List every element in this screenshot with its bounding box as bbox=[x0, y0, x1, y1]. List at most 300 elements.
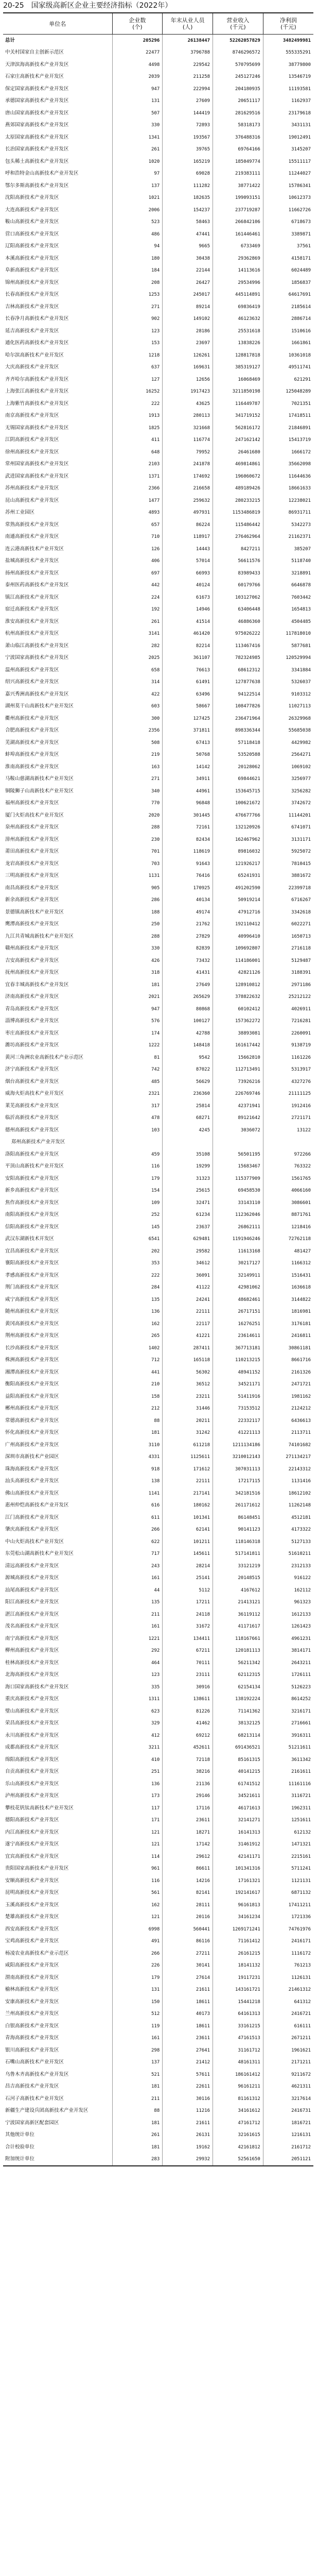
cell-value: 57014 bbox=[163, 555, 213, 568]
cell-value: 165219 bbox=[163, 156, 213, 168]
row-label: 鄂尔多斯高新技术产业开发区 bbox=[5, 182, 69, 189]
cell-value: 27649 bbox=[163, 979, 213, 991]
cell-value: 1269171241 bbox=[213, 1923, 263, 1936]
table-row bbox=[3, 1269, 313, 1282]
cell-value: 259632 bbox=[163, 495, 213, 507]
row-label: 抚州高新技术产业开发区 bbox=[5, 970, 59, 976]
row-label: 北海高新技术产业开发区 bbox=[5, 1672, 59, 1678]
row-label: 南昌高新技术产业开发区 bbox=[5, 885, 59, 891]
cell-value: 154 bbox=[112, 1185, 163, 1197]
cell-value: 87022 bbox=[163, 1064, 213, 1076]
cell-value: 2260091 bbox=[263, 1027, 313, 1040]
row-label: 马鞍山慈湖高新技术产业开发区 bbox=[5, 776, 74, 782]
cell-value: 1816721 bbox=[263, 2117, 313, 2129]
row-label: 铜陵狮子山高新技术产业开发区 bbox=[5, 788, 74, 794]
cell-value: 25212122 bbox=[263, 991, 313, 1004]
cell-value: 34521171 bbox=[213, 1379, 263, 1391]
table-row bbox=[3, 144, 313, 156]
row-label: 永川高新技术产业开发区 bbox=[5, 1732, 59, 1738]
cell-value: 317 bbox=[112, 1100, 163, 1112]
row-label: 惠州仲恺高新技术产业开发区 bbox=[5, 1502, 69, 1509]
cell-value: 50919214 bbox=[213, 894, 263, 907]
table-row bbox=[3, 1790, 313, 1803]
cell-value: 153 bbox=[112, 337, 163, 350]
row-label: 中山火炬高技术产业开发区 bbox=[5, 1538, 64, 1545]
cell-value: 611 bbox=[112, 1512, 163, 1524]
table-row bbox=[3, 1766, 313, 1778]
row-label: 自贡高新技术产业开发区 bbox=[5, 1769, 59, 1775]
row-label: 绵阳高新技术产业开发区 bbox=[5, 1756, 59, 1762]
cell-value: 648 bbox=[112, 446, 163, 459]
cell-value: 162112 bbox=[263, 1584, 313, 1597]
table-row bbox=[3, 1560, 313, 1572]
table-row bbox=[3, 967, 313, 979]
cell-value: 72893 bbox=[163, 120, 213, 132]
cell-value: 48941152 bbox=[213, 1366, 263, 1379]
cell-value: 361107 bbox=[163, 652, 213, 665]
table-row bbox=[3, 1608, 313, 1621]
cell-value: 1020 bbox=[112, 156, 163, 168]
cell-value: 67211 bbox=[163, 1645, 213, 1657]
table-row bbox=[3, 713, 313, 725]
row-label: 深圳市高新技术产业园区 bbox=[5, 1454, 59, 1460]
table-row bbox=[3, 1427, 313, 1439]
cell-value: 10612373 bbox=[263, 192, 313, 205]
cell-value: 157362272 bbox=[213, 1015, 263, 1028]
table-row bbox=[3, 1657, 313, 1669]
cell-value: 318 bbox=[112, 967, 163, 979]
row-label: 随州高新技术产业开发区 bbox=[5, 1309, 59, 1315]
table-row bbox=[3, 459, 313, 471]
cell-value: 26427 bbox=[163, 277, 213, 289]
cell-value: 12238021 bbox=[263, 495, 313, 507]
cell-value: 442 bbox=[112, 580, 163, 592]
cell-value: 40141215 bbox=[213, 1766, 263, 1778]
cell-value: 300 bbox=[112, 713, 163, 725]
table-row bbox=[3, 1100, 313, 1112]
table-row bbox=[3, 398, 313, 410]
row-label: 锦州高新技术产业开发区 bbox=[5, 279, 59, 285]
cell-value: 9103312 bbox=[263, 688, 313, 701]
row-label: 徐州高新技术产业开发区 bbox=[5, 449, 59, 455]
cell-value: 100621672 bbox=[213, 798, 263, 810]
cell-value: 58318173 bbox=[213, 120, 263, 132]
cell-value: 2416811 bbox=[263, 1330, 313, 1343]
cell-value: 2356 bbox=[112, 725, 163, 737]
cell-value: 17142 bbox=[163, 1839, 213, 1851]
cell-value: 782324985 bbox=[213, 652, 263, 665]
cell-value: 101341 bbox=[163, 1512, 213, 1524]
table-row bbox=[3, 204, 313, 216]
cell-value: 48682461 bbox=[213, 1294, 263, 1306]
cell-value: 16068469 bbox=[213, 374, 263, 386]
cell-value: 280113 bbox=[163, 410, 213, 422]
cell-value: 163 bbox=[112, 761, 163, 773]
cell-value: 69212 bbox=[163, 1730, 213, 1742]
cell-value: 181 bbox=[112, 2081, 163, 2093]
row-label: 总计 bbox=[5, 37, 15, 43]
cell-value: 169631 bbox=[163, 362, 213, 374]
cell-value: 174 bbox=[112, 1027, 163, 1040]
table-row bbox=[3, 737, 313, 749]
row-label: 南阳高新技术产业开发区 bbox=[5, 1212, 59, 1218]
cell-value: 17116 bbox=[163, 1802, 213, 1815]
table-row bbox=[3, 228, 313, 241]
table-row bbox=[3, 1633, 313, 1645]
cell-value: 1121131 bbox=[263, 1875, 313, 1887]
cell-value: 469814861 bbox=[213, 459, 263, 471]
cell-value: 70111 bbox=[163, 1657, 213, 1669]
cell-value: 1371 bbox=[112, 470, 163, 483]
cell-value: 89214 bbox=[163, 301, 213, 313]
row-label: 长沙高新技术产业开发区 bbox=[5, 1345, 59, 1351]
table-row bbox=[3, 252, 313, 265]
table-row bbox=[3, 1148, 313, 1161]
cell-value: 1981162 bbox=[263, 1391, 313, 1403]
row-label: 宜宾高新技术产业开发区 bbox=[5, 1853, 59, 1859]
table-row bbox=[3, 313, 313, 326]
row-label: 长治国家高新技术产业开发区 bbox=[5, 146, 69, 152]
cell-value: 82141 bbox=[163, 1887, 213, 1900]
cell-value: 49174 bbox=[163, 906, 213, 919]
table-row bbox=[3, 943, 313, 955]
cell-value: 898336344 bbox=[213, 725, 263, 737]
cell-value: 1069102 bbox=[263, 761, 313, 773]
cell-value: 182635 bbox=[163, 192, 213, 205]
table-row bbox=[3, 1221, 313, 1233]
cell-value: 342181516 bbox=[213, 1487, 263, 1500]
row-label: 通化医药高新技术产业开发区 bbox=[5, 340, 69, 346]
row-label: 无锡国家高新技术产业开发区 bbox=[5, 425, 69, 431]
row-label: 郴州高新技术产业开发区 bbox=[5, 1405, 59, 1412]
cell-value: 101341316 bbox=[213, 1863, 263, 1875]
cell-value: 288 bbox=[112, 930, 163, 943]
cell-value: 27211 bbox=[163, 1947, 213, 1960]
row-label: 昆山高新技术产业开发区 bbox=[5, 497, 59, 503]
cell-value: 621291 bbox=[263, 374, 313, 386]
cell-value: 4167612 bbox=[213, 1584, 263, 1597]
cell-value: 1612133 bbox=[263, 1608, 313, 1621]
cell-value: 18141132 bbox=[213, 1960, 263, 1972]
cell-value: 280233215 bbox=[213, 495, 263, 507]
cell-value: 2124212 bbox=[263, 1403, 313, 1415]
cell-value: 63496 bbox=[163, 688, 213, 701]
cell-value: 41122 bbox=[163, 1282, 213, 1294]
cell-value: 76416 bbox=[163, 870, 213, 883]
cell-value: 135 bbox=[112, 1597, 163, 1609]
cell-value: 2416171 bbox=[263, 1936, 313, 1948]
table-header bbox=[3, 13, 313, 35]
cell-value: 171 bbox=[112, 1815, 163, 1827]
table-row bbox=[3, 289, 313, 301]
cell-value: 132120926 bbox=[213, 822, 263, 834]
cell-value: 961 bbox=[112, 1863, 163, 1875]
table-row bbox=[3, 628, 313, 640]
cell-value: 697 bbox=[112, 567, 163, 580]
cell-value: 14113616 bbox=[213, 265, 263, 277]
row-label: 宿迁高新技术产业开发区 bbox=[5, 606, 59, 613]
table-row bbox=[3, 325, 313, 337]
row-label: 襄阳高新技术产业开发区 bbox=[5, 1260, 59, 1266]
cell-value: 1161226 bbox=[263, 1052, 313, 1064]
row-label: 郑州高新技术产业开发区 bbox=[11, 1139, 65, 1145]
cell-value: 251 bbox=[112, 1766, 163, 1778]
table-row bbox=[3, 1245, 313, 1258]
cell-value: 121 bbox=[112, 1826, 163, 1839]
cell-value: 478 bbox=[112, 1112, 163, 1125]
statistics-table-container bbox=[3, 12, 313, 2166]
table-row bbox=[3, 1705, 313, 1718]
cell-value: 126 bbox=[112, 543, 163, 555]
row-label: 源城高新技术产业开发区 bbox=[5, 1575, 59, 1581]
row-label: 璧山高新技术产业开发区 bbox=[5, 1708, 59, 1714]
row-label: 新余高新技术产业开发区 bbox=[5, 897, 59, 903]
cell-value: 42141171 bbox=[213, 1851, 263, 1863]
cell-value: 68213114 bbox=[213, 1730, 263, 1742]
row-label: 呼和浩特金山高新技术产业开发区 bbox=[5, 171, 79, 177]
cell-value: 138192224 bbox=[213, 1693, 263, 1706]
cell-value: 23697 bbox=[163, 337, 213, 350]
cell-value: 41221 bbox=[163, 1330, 213, 1343]
cell-value: 47441 bbox=[163, 228, 213, 241]
row-label: 兰州高新技术产业开发区 bbox=[5, 2011, 59, 2017]
row-label: 萧山临江高新技术产业开发区 bbox=[5, 642, 69, 649]
cell-value: 947 bbox=[112, 1003, 163, 1015]
row-label: 玉溪高新技术产业开发区 bbox=[5, 1902, 59, 1908]
cell-value: 46886360 bbox=[213, 616, 263, 628]
cell-value: 22111 bbox=[163, 1476, 213, 1488]
table-row bbox=[3, 95, 313, 108]
cell-value: 1917423 bbox=[163, 386, 213, 398]
cell-value: 485 bbox=[112, 1076, 163, 1088]
cell-value bbox=[263, 1137, 313, 1149]
cell-value: 616111 bbox=[263, 2020, 313, 2032]
cell-value: 112362046 bbox=[213, 1209, 263, 1222]
cell-value: 7021351 bbox=[263, 398, 313, 410]
cell-value: 2161712 bbox=[263, 2141, 313, 2154]
cell-value: 23179618 bbox=[263, 107, 313, 120]
cell-value: 73432 bbox=[163, 955, 213, 967]
row-label: 青海高新技术产业开发区 bbox=[5, 2035, 59, 2041]
row-label: 杨凌农业高新技术产业示范区 bbox=[5, 1950, 69, 1956]
row-label: 淮安高新技术产业开发区 bbox=[5, 618, 59, 624]
cell-value: 286 bbox=[112, 894, 163, 907]
cell-value: 51211611 bbox=[263, 1742, 313, 1754]
total-row bbox=[3, 35, 313, 47]
cell-value: 82839 bbox=[163, 943, 213, 955]
cell-value: 3217614 bbox=[263, 2093, 313, 2105]
cell-value: 42821126 bbox=[213, 967, 263, 979]
row-label: 安阳高新技术产业开发区 bbox=[5, 1175, 59, 1181]
cell-value: 86224 bbox=[163, 519, 213, 531]
row-label: 烟台高新技术产业开发区 bbox=[5, 1078, 59, 1084]
cell-value: 1166312 bbox=[263, 1258, 313, 1270]
cell-value: 486 bbox=[112, 228, 163, 241]
cell-value: 1816981 bbox=[263, 1306, 313, 1318]
cell-value: 6646878 bbox=[263, 580, 313, 592]
cell-value: 23611 bbox=[163, 2032, 213, 2045]
cell-value: 17217115 bbox=[213, 1476, 263, 1488]
table-row bbox=[3, 507, 313, 519]
row-label: 盐城高新技术产业开发区 bbox=[5, 558, 59, 564]
cell-value: 241878 bbox=[163, 459, 213, 471]
table-row bbox=[3, 1161, 313, 1173]
cell-value: 236360 bbox=[163, 1088, 213, 1100]
table-row bbox=[3, 107, 313, 120]
cell-value: 173 bbox=[112, 1790, 163, 1803]
cell-value: 21136 bbox=[163, 1778, 213, 1790]
table-row bbox=[3, 2069, 313, 2081]
cell-value: 208 bbox=[112, 277, 163, 289]
cell-value: 180162 bbox=[163, 1500, 213, 1512]
cell-value: 180 bbox=[112, 252, 163, 265]
cell-value: 117 bbox=[112, 1802, 163, 1815]
cell-value: 58463 bbox=[163, 216, 213, 229]
cell-value: 1211134186 bbox=[213, 1439, 263, 1451]
cell-value: 3145207 bbox=[263, 144, 313, 156]
cell-value: 3916311 bbox=[263, 1730, 313, 1742]
table-row bbox=[3, 386, 313, 398]
cell-value: 51610211 bbox=[263, 1548, 313, 1561]
cell-value: 38771422 bbox=[213, 180, 263, 192]
cell-value: 250 bbox=[112, 919, 163, 931]
cell-value: 7603442 bbox=[263, 591, 313, 604]
cell-value: 181 bbox=[112, 1427, 163, 1439]
table-title bbox=[3, 2, 172, 10]
cell-value: 2471721 bbox=[263, 1379, 313, 1391]
cell-value: 3036072 bbox=[213, 1124, 263, 1137]
cell-value: 52561650 bbox=[213, 2154, 263, 2166]
cell-value: 41462 bbox=[163, 1718, 213, 1730]
cell-value: 517141811 bbox=[213, 1548, 263, 1561]
cell-value: 91643 bbox=[163, 858, 213, 870]
cell-value: 5313917 bbox=[263, 1064, 313, 1076]
cell-value: 32141271 bbox=[213, 1815, 263, 1827]
cell-value: 271 bbox=[112, 773, 163, 786]
cell-value: 31446 bbox=[163, 1403, 213, 1415]
row-label: 威海火炬高技术产业开发区 bbox=[5, 1091, 64, 1097]
cell-value: 62112315 bbox=[213, 1669, 263, 1682]
row-label: 怀化高新技术产业开发区 bbox=[5, 1430, 59, 1436]
cell-value: 21762 bbox=[163, 919, 213, 931]
row-label: 安顺高新技术产业开发区 bbox=[5, 1877, 59, 1884]
table-row bbox=[3, 2093, 313, 2105]
row-label: 淄博高新技术产业开发区 bbox=[5, 1018, 59, 1024]
cell-value: 13546719 bbox=[263, 71, 313, 83]
cell-value: 3116721 bbox=[263, 1790, 313, 1803]
cell-value: 1516431 bbox=[263, 1269, 313, 1282]
cell-value: 30141 bbox=[163, 1960, 213, 1972]
cell-value: 101211 bbox=[163, 1536, 213, 1548]
cell-value: 69028 bbox=[163, 168, 213, 180]
cell-value: 1666172 bbox=[263, 446, 313, 459]
table-row bbox=[3, 337, 313, 350]
cell-value: 16252 bbox=[112, 386, 163, 398]
cell-value: 72118 bbox=[163, 1754, 213, 1766]
cell-value: 340 bbox=[112, 785, 163, 798]
cell-value: 94 bbox=[112, 241, 163, 253]
cell-value: 461420 bbox=[163, 628, 213, 640]
table-row bbox=[3, 374, 313, 386]
cell-value: 15662810 bbox=[213, 1052, 263, 1064]
cell-value: 81 bbox=[112, 1052, 163, 1064]
cell-value: 56302 bbox=[163, 1366, 213, 1379]
cell-value: 47161513 bbox=[213, 2032, 263, 2045]
cell-value: 1825 bbox=[112, 422, 163, 434]
cell-value: 3176181 bbox=[263, 1318, 313, 1330]
table-row bbox=[3, 1366, 313, 1379]
cell-value: 261 bbox=[112, 616, 163, 628]
cell-value: 5342273 bbox=[263, 519, 313, 531]
cell-value: 22332117 bbox=[213, 1415, 263, 1427]
row-label: 保定国家高新技术产业开发区 bbox=[5, 86, 69, 92]
cell-value: 74761976 bbox=[263, 1923, 313, 1936]
cell-value: 4173322 bbox=[263, 1524, 313, 1536]
cell-value: 2161611 bbox=[263, 1766, 313, 1778]
cell-value: 385207 bbox=[263, 543, 313, 555]
cell-value: 117818010 bbox=[263, 628, 313, 640]
cell-value: 6716267 bbox=[263, 894, 313, 907]
cell-value: 298 bbox=[112, 2044, 163, 2057]
cell-value: 5877681 bbox=[263, 640, 313, 652]
cell-value: 37561 bbox=[263, 241, 313, 253]
cell-value: 192 bbox=[112, 604, 163, 616]
cell-value: 1477 bbox=[112, 495, 163, 507]
cell-value: 11161116 bbox=[263, 1778, 313, 1790]
cell-value: 61491 bbox=[163, 676, 213, 689]
cell-value: 153645715 bbox=[213, 785, 263, 798]
cell-value: 86931711 bbox=[263, 507, 313, 519]
row-label: 九江共青城高新技术产业开发区 bbox=[5, 933, 74, 939]
table-row bbox=[3, 1936, 313, 1948]
cell-value: 5711241 bbox=[263, 1863, 313, 1875]
cell-value: 476677766 bbox=[213, 809, 263, 822]
cell-value: 31323 bbox=[163, 1173, 213, 1185]
cell-value: 115486442 bbox=[213, 519, 263, 531]
table-row bbox=[3, 1815, 313, 1827]
cell-value: 30438 bbox=[163, 252, 213, 265]
cell-value: 329 bbox=[112, 1718, 163, 1730]
cell-value: 27614 bbox=[163, 1972, 213, 1984]
cell-value: 4498 bbox=[112, 59, 163, 71]
row-label: 泸州高新技术产业开发区 bbox=[5, 1793, 59, 1799]
cell-value: 96848 bbox=[163, 798, 213, 810]
table-row bbox=[3, 1282, 313, 1294]
cell-value: 15786341 bbox=[263, 180, 313, 192]
cell-value: 192141617 bbox=[213, 1887, 263, 1900]
cell-value: 481427 bbox=[263, 1245, 313, 1258]
row-label: 中关村国家自主创新示范区 bbox=[5, 49, 64, 56]
cell-value: 120529994 bbox=[263, 652, 313, 665]
cell-value: 222 bbox=[112, 398, 163, 410]
cell-value: 3144822 bbox=[263, 1294, 313, 1306]
row-label: 广州高新技术产业开发区 bbox=[5, 1442, 59, 1448]
cell-value: 68271 bbox=[163, 1112, 213, 1125]
cell-value: 38779800 bbox=[263, 59, 313, 71]
cell-value: 76613 bbox=[163, 664, 213, 676]
cell-value: 6541 bbox=[112, 1233, 163, 1246]
cell-value: 19012491 bbox=[263, 131, 313, 144]
cell-value: 2020 bbox=[112, 809, 163, 822]
cell-value: 109692807 bbox=[213, 943, 263, 955]
cell-value: 2416721 bbox=[263, 2008, 313, 2021]
cell-value: 378822632 bbox=[213, 991, 263, 1004]
cell-value: 712 bbox=[112, 1354, 163, 1367]
cell-value: 21162371 bbox=[263, 531, 313, 544]
cell-value: 20651117 bbox=[213, 95, 263, 108]
row-label: 衢州高新技术产业开发区 bbox=[5, 715, 59, 721]
cell-value: 410 bbox=[112, 1754, 163, 1766]
